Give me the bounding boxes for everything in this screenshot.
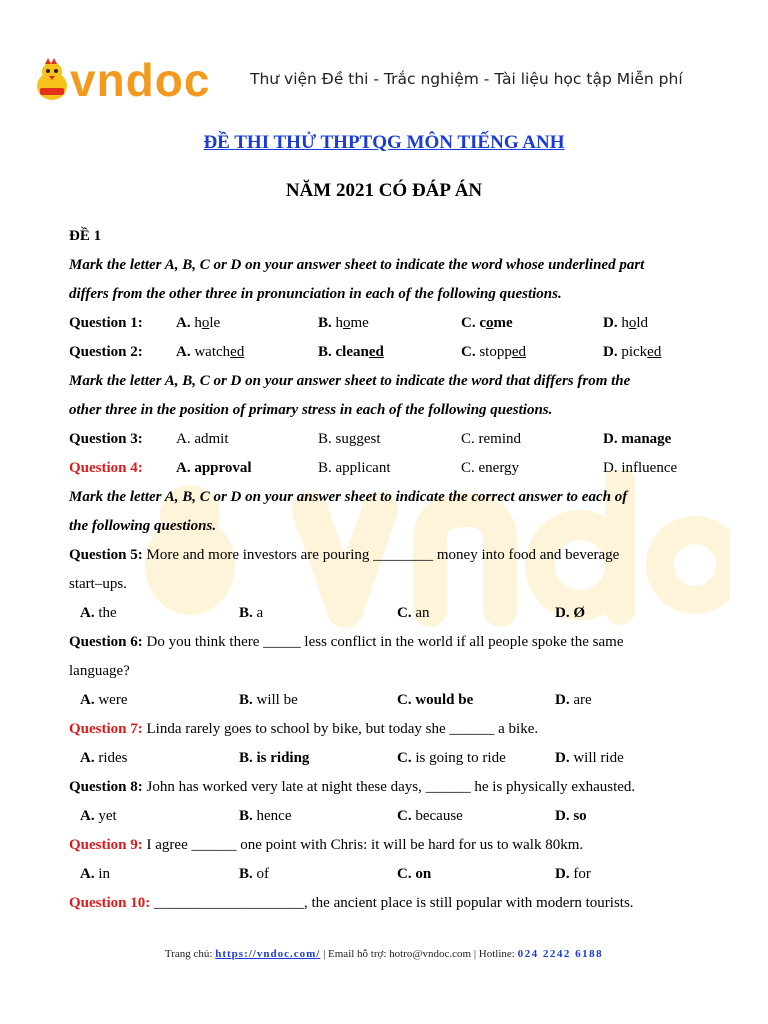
document-subtitle: NĂM 2021 CÓ ĐÁP ÁN — [285, 180, 483, 201]
question-3-label: Question 3: — [69, 431, 143, 447]
question-4-option-c: C. energy — [461, 460, 520, 476]
chick-mascot-icon — [32, 58, 72, 104]
question-5-stem: Question 5: More and more investors are pouring ________ money into food and beverage — [69, 547, 620, 563]
instruction-2-line-2: other three in the position of primary stress in each of the following questions. — [69, 402, 553, 418]
question-3-option-c: C. remind — [461, 431, 521, 447]
question-6-stem-cont: language? — [69, 663, 130, 679]
question-9-option-c: C. on — [397, 866, 432, 882]
question-8-option-b: B. hence — [239, 808, 292, 824]
question-1-option-a: A. hole — [176, 315, 221, 331]
section-label: ĐỀ 1 — [69, 228, 102, 244]
question-2-option-b: B. cleaned — [318, 344, 384, 360]
question-8-option-c: C. because — [397, 808, 463, 824]
question-3-option-d: D. manage — [603, 431, 672, 447]
instruction-3-line-2: the following questions. — [69, 518, 217, 534]
question-5-option-c: C. an — [397, 605, 430, 621]
question-2-option-c: C. stopped — [461, 344, 527, 360]
question-2-option-d: D. picked — [603, 344, 662, 360]
instruction-1-line-1: Mark the letter A, B, C or D on your answer sheet to indicate the word whose underlined part — [69, 257, 645, 273]
question-7-option-d: D. will ride — [555, 750, 624, 766]
page-header — [0, 0, 768, 120]
question-4-label: Question 4: — [69, 460, 143, 476]
question-6-stem: Question 6: Do you think there _____ less conflict in the world if all people spoke the same — [69, 634, 624, 650]
question-4-option-b: B. applicant — [318, 460, 391, 476]
question-5-option-b: B. a — [239, 605, 264, 621]
logo-text: vndoc — [70, 54, 211, 106]
page-footer — [0, 948, 768, 960]
question-1-option-c: C. come — [461, 315, 513, 331]
question-6-option-a: A. were — [80, 692, 128, 708]
question-10-stem: Question 10: ____________________, the ancient place is still popular with modern tourists. — [69, 895, 634, 911]
instruction-2-line-1: Mark the letter A, B, C or D on your answer sheet to indicate the word that differs from the — [69, 373, 631, 389]
question-4-option-d: D. influence — [603, 460, 678, 476]
question-1-option-d: D. hold — [603, 315, 649, 331]
question-7-option-a: A. rides — [80, 750, 128, 766]
footer-contact: | Email hỗ trợ: hotro@vndoc.com | Hotline: — [320, 948, 518, 960]
question-5-stem-cont: start–ups. — [69, 576, 127, 592]
question-9-option-b: B. of — [239, 866, 270, 882]
instruction-3-line-1: Mark the letter A, B, C or D on your answer sheet to indicate the correct answer to each of — [69, 489, 628, 505]
instruction-1-line-2: differs from the other three in pronunciation in each of the following questions. — [69, 286, 562, 302]
footer-home-link[interactable]: https://vndoc.com/ — [215, 948, 321, 960]
question-7-option-c: C. is going to ride — [397, 750, 506, 766]
question-7-option-b: B. is riding — [239, 750, 310, 766]
question-9-stem: Question 9: I agree ______ one point with Chris: it will be hard for us to walk 80km. — [69, 837, 584, 853]
footer-hotline: 024 2242 6188 — [517, 948, 604, 960]
question-5-option-d: D. Ø — [555, 605, 586, 621]
question-8-option-d: D. so — [555, 808, 587, 824]
question-6-option-b: B. will be — [239, 692, 298, 708]
question-7-stem: Question 7: Linda rarely goes to school by bike, but today she ______ a bike. — [69, 721, 539, 737]
site-tagline: Thư viện Đề thi - Trắc nghiệm - Tài liệu học tập Miễn phí — [250, 70, 683, 88]
document-title[interactable]: ĐỀ THI THỬ THPTQG MÔN TIẾNG ANH — [203, 132, 565, 153]
question-9-option-d: D. for — [555, 866, 591, 882]
question-9-option-a: A. in — [80, 866, 111, 882]
vndoc-logo[interactable] — [32, 54, 211, 106]
question-6-option-c: C. would be — [397, 692, 474, 708]
question-5-option-a: A. the — [80, 605, 117, 621]
footer-home-label: Trang chủ: — [164, 948, 216, 960]
question-1-option-b: B. home — [318, 315, 369, 331]
question-8-stem: Question 8: John has worked very late at night these days, ______ he is physically exhausted. — [69, 779, 636, 795]
question-8-option-a: A. yet — [80, 808, 117, 824]
question-3-option-b: B. suggest — [318, 431, 381, 447]
question-2-label: Question 2: — [69, 344, 143, 360]
question-2-option-a: A. watched — [176, 344, 245, 360]
question-4-option-a: A. approval — [176, 460, 252, 476]
question-6-option-d: D. are — [555, 692, 592, 708]
question-1-label: Question 1: — [69, 315, 143, 331]
question-3-option-a: A. admit — [176, 431, 229, 447]
